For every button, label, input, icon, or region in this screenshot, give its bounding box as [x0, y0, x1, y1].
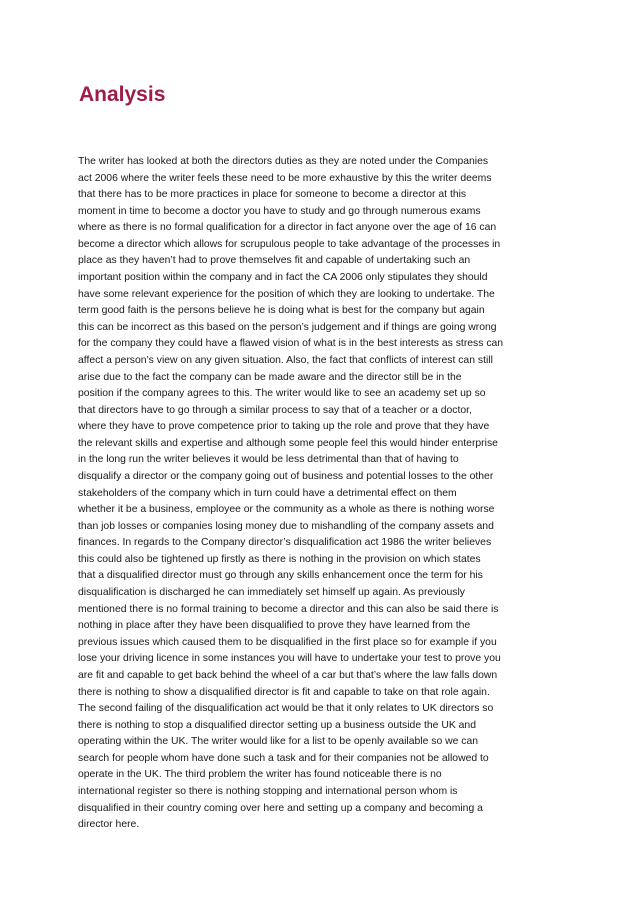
text-line: act 2006 where the writer feels these need to be more exhaustive by this the writer deems: [78, 172, 492, 184]
text-line: term good faith is the persons believe he is doing what is best for the company but again: [78, 305, 485, 317]
text-line: the relevant skills and expertise and although some people feel this would hinder enterprise: [78, 437, 498, 449]
text-line: The second failing of the disqualification act would be that it only relates to UK directors so: [78, 703, 494, 715]
text-line: previous issues which caused them to be disqualified in the first place so for example if you: [78, 636, 497, 648]
body-paragraph: [78, 154, 568, 834]
text-line: important position within the company and in fact the CA 2006 only stipulates they should: [78, 272, 488, 284]
text-line: nothing in place after they have been disqualified to prove they have learned from the: [78, 620, 471, 632]
text-line: this can be incorrect as this based on the person’s judgement and if things are going wrong: [78, 321, 497, 333]
text-line: operate in the UK. The third problem the writer has found noticeable there is no: [78, 769, 442, 781]
text-line: that a disqualified director must go through any skills enhancement once the term for his: [78, 570, 483, 582]
text-line: that directors have to go through a similar process to say that of a teacher or a doctor,: [78, 404, 472, 416]
text-line: become a director which allows for scrupulous people to take advantage of the processes in: [78, 238, 501, 250]
text-line: disqualification is discharged he can immediately set himself up again. As previously: [78, 587, 465, 599]
text-line: finances. In regards to the Company director’s disqualification act 1986 the writer believes: [78, 537, 492, 549]
text-line: than job losses or companies losing money due to mishandling of the company assets and: [78, 520, 494, 532]
text-line: where they have to prove competence prior to taking up the role and prove that they have: [78, 421, 490, 433]
text-line: director here.: [78, 819, 140, 831]
text-line: that there has to be more practices in place for someone to become a director at this: [78, 189, 467, 201]
text-line: this could also be tightened up firstly as there is nothing in the provision on which states: [78, 553, 481, 565]
text-line: whether it be a business, employee or the community as a whole as there is nothing worse: [78, 504, 495, 516]
section-heading: Analysis: [79, 83, 166, 106]
text-line: The writer has looked at both the directors duties as they are noted under the Companies: [78, 156, 489, 167]
text-line: mentioned there is no formal training to become a director and this can also be said there is: [78, 603, 499, 615]
text-line: position if the company agrees to this. The writer would like to see an academy set up so: [78, 388, 486, 400]
text-line: there is nothing to show a disqualified director is fit and capable to take on that role again.: [78, 686, 490, 698]
text-line: stakeholders of the company which in turn could have a detrimental effect on them: [78, 487, 457, 499]
text-line: moment in time to become a doctor you have to study and go through numerous exams: [78, 205, 481, 217]
text-line: disqualify a director or the company going out of business and potential losses to the other: [78, 470, 494, 482]
text-line: are fit and capable to get back behind the wheel of a car but that’s where the law falls down: [78, 669, 498, 681]
text-line: lose your driving licence in some instances you will have to undertake your test to prove you: [78, 653, 501, 665]
text-line: operating within the UK. The writer would like for a list to be openly available so we can: [78, 736, 479, 748]
text-line: affect a person’s view on any given situation. Also, the fact that conflicts of interest can still: [78, 354, 493, 366]
text-line: international register so there is nothing stopping and international person whom is: [78, 785, 458, 797]
text-line: where as there is no formal qualification for a director in fact anyone over the age of 16 can: [78, 222, 497, 234]
text-line: in the long run the writer believes it would be less detrimental than that of having to: [78, 454, 459, 466]
text-line: disqualified in their country coming over here and setting up a company and becoming a: [78, 802, 483, 814]
text-line: arise due to the fact the company can be made aware and the director still be in the: [78, 371, 462, 383]
text-line: there is nothing to stop a disqualified director setting up a business outside the UK and: [78, 719, 476, 731]
text-line: search for people whom have done such a task and for their companies not be allowed to: [78, 752, 489, 764]
text-line: have some relevant experience for the position of which they are looking to undertake. The: [78, 288, 495, 300]
text-line: place as they haven’t had to prove themselves fit and capable of undertaking such an: [78, 255, 471, 267]
text-line: for the company they could have a flawed vision of what is in the best interests as stress can: [78, 338, 504, 350]
